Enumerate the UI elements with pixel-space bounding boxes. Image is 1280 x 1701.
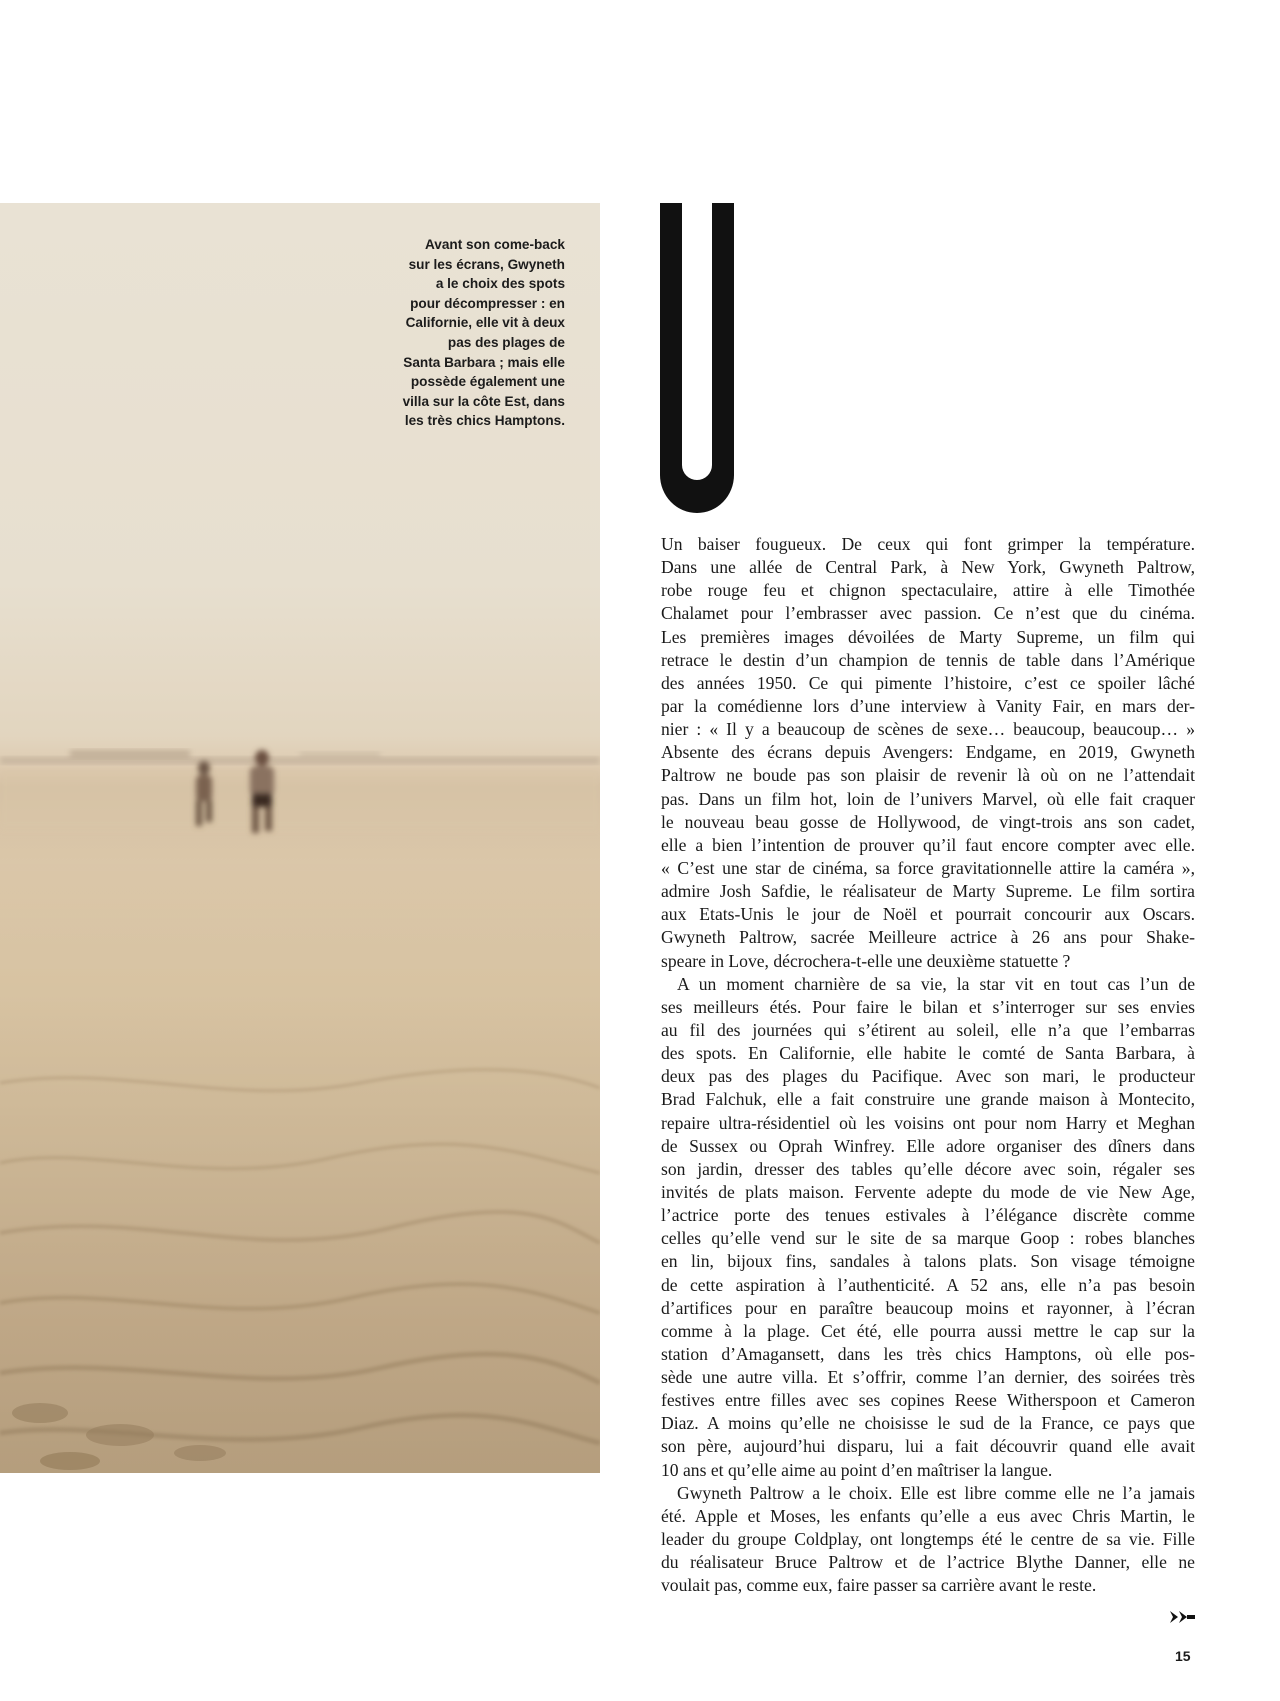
article-line: l’actrice porte des tenues estivales à l’élégance discrète comme [661,1205,1195,1226]
article-line: son jardin, dresser des tables qu’elle décore avec soin, régaler ses [661,1158,1195,1179]
article-line: en lin, bijoux fins, sandales à talons plats. Son visage témoigne [661,1251,1195,1272]
article-line: sède une autre villa. Et s’offrir, comme l’an dernier, des soirées très [661,1367,1195,1388]
article-line: de cette aspiration à l’authenticité. A 52 ans, elle n’a pas besoin [661,1274,1195,1295]
article-line: celles qu’elle vend sur le site de sa marque Goop : robes blanches [661,1228,1195,1249]
caption-line: Californie, elle vit à deux [405,315,565,331]
beach-photo [0,203,600,1473]
article-line: Absente des écrans depuis Avengers: Endgame, en 2019, Gwyneth [661,742,1195,763]
article-line: festives entre filles avec ses copines Reese Witherspoon et Cameron [661,1390,1195,1411]
article-line: Un baiser fougueux. De ceux qui font grimper la température. [661,534,1195,554]
article-line: Brad Falchuk, elle a fait construire une grande maison à Montecito, [661,1089,1195,1110]
caption-line: pas des plages de [447,334,565,350]
article-line: des spots. En Californie, elle habite le comté de Santa Barbara, à [661,1043,1195,1064]
article-line: leader du groupe Coldplay, ont longtemps été le centre de sa vie. Fille [661,1529,1195,1550]
article-line: A un moment charnière de sa vie, la star vit en tout cas l’un de [677,973,1195,994]
caption-line: a le choix des spots [435,276,565,292]
article-line: Dans une allée de Central Park, à New York, Gwyneth Paltrow, [661,557,1195,578]
article-line: Gwyneth Paltrow, sacrée Meilleure actrice à 26 ans pour Shake- [661,927,1195,948]
article-line: d’artifices pour en paraître beaucoup moins et rayonner, à l’écran [661,1297,1195,1318]
article-line: voulait pas, comme eux, faire passer sa carrière avant le reste. [661,1575,1097,1596]
photo-caption [305,235,565,431]
article-line: invités de plats maison. Fervente adepte du mode de vie New Age, [661,1181,1195,1202]
caption-line: les très chics Hamptons. [404,413,565,429]
continue-arrow-icon [1170,1610,1196,1624]
article-line: Diaz. A moins qu’elle ne choisisse le sud de la France, ce pays que [661,1413,1195,1434]
article-line: Gwyneth Paltrow a le choix. Elle est libre comme elle ne l’a jamais [677,1482,1195,1503]
article-line: admire Josh Safdie, le réalisateur de Marty Supreme. Le film sortira [661,881,1195,902]
article-line: robe rouge feu et chignon spectaculaire, attire à elle Timothée [661,580,1195,601]
article-line: été. Apple et Moses, les enfants qu’elle a eus avec Chris Martin, le [661,1505,1195,1526]
article-line: des années 1950. Ce qui pimente l’histoire, c’est ce spoiler lâché [661,672,1195,693]
article-line: par la comédienne lors d’une interview à Vanity Fair, en mars der- [661,695,1195,716]
article-line: « C’est une star de cinéma, sa force gravitationnelle attire la caméra », [661,857,1195,878]
article-line: son père, aujourd’hui disparu, lui a fait découvrir quand elle avait [661,1436,1195,1457]
article-line: nier : « Il y a beaucoup de scènes de sexe… beaucoup, beaucoup… » [661,719,1195,740]
caption-line: sur les écrans, Gwyneth [408,256,565,272]
article-body [661,533,1195,1597]
article-line: au fil des journées qui s’étirent au soleil, elle n’a que l’embarras [661,1019,1195,1040]
caption-line: villa sur la côte Est, dans [402,393,565,409]
article-line: Paltrow ne boude pas son plaisir de revenir là où on ne l’attendait [661,765,1195,786]
article-line: comme à la plage. Cet été, elle pourra aussi mettre le cap sur la [661,1320,1195,1341]
drop-cap [660,203,734,513]
article-line: speare in Love, décrochera-t-elle une deuxième statuette ? [661,950,1071,971]
caption-line: possède également une [410,374,565,390]
article-line: deux pas des plages du Pacifique. Avec son mari, le producteur [661,1066,1195,1087]
article-line: de Sussex ou Oprah Winfrey. Elle adore organiser des dîners dans [661,1135,1195,1156]
article-line: Les premières images dévoilées de Marty Supreme, un film qui [661,626,1195,647]
article-line: Chalamet pour l’embrasser avec passion. Ce n’est que du cinéma. [661,603,1195,624]
article-line: aux Etats-Unis le jour de Noël et pourrait concourir aux Oscars. [661,904,1195,925]
article-line: 10 ans et qu’elle aime au point d’en maîtriser la langue. [661,1459,1053,1480]
caption-line: Avant son come-back [424,237,565,252]
article-line: station d’Amagansett, dans les très chics Hamptons, où elle pos- [661,1343,1195,1364]
article-line: retrace le destin d’un champion de tennis de table dans l’Amérique [661,649,1195,670]
article-line: elle a bien l’intention de prouver qu’il faut encore compter avec elle. [661,834,1195,855]
article-line: le nouveau beau gosse de Hollywood, de vingt-trois ans son cadet, [661,811,1195,832]
article-line: ses meilleurs étés. Pour faire le bilan et s’interroger sur ses envies [661,996,1195,1017]
page-number: 15 [1175,1648,1191,1664]
article-line: du réalisateur Bruce Paltrow et de l’actrice Blythe Danner, elle ne [661,1552,1195,1573]
article-line: pas. Dans un film hot, loin de l’univers Marvel, où elle fait craquer [661,788,1195,809]
article-line: repaire ultra-résidentiel où les voisins ont pour nom Harry et Meghan [661,1112,1195,1133]
caption-line: pour décompresser : en [410,295,565,311]
caption-line: Santa Barbara ; mais elle [403,354,565,370]
